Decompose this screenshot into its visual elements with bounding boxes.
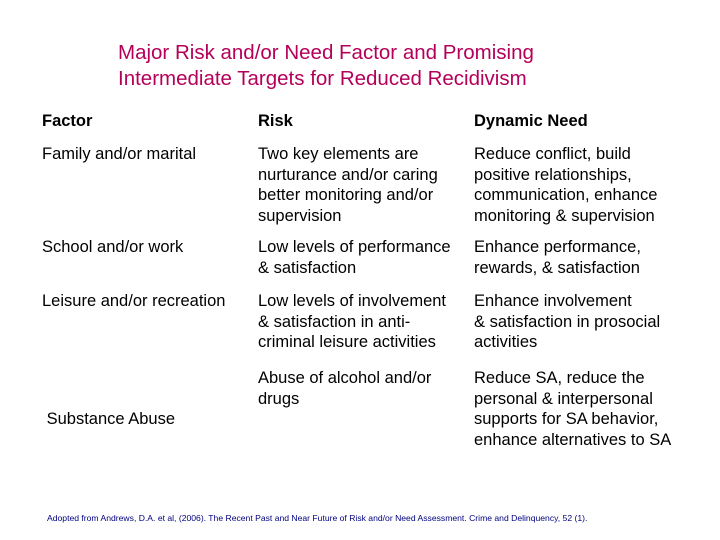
need-line: activities xyxy=(474,333,538,351)
slide-title-line-2: Intermediate Targets for Reduced Recidivism xyxy=(118,67,527,90)
factor-line: School and/or work xyxy=(42,238,184,256)
need-line: Reduce SA, reduce the xyxy=(474,369,645,387)
risk-cell xyxy=(258,368,431,409)
need-line: supports for SA behavior, xyxy=(474,410,659,428)
header-dynamic-need: Dynamic Need xyxy=(474,112,588,130)
risk-line: nurturance and/or caring xyxy=(258,165,438,184)
risk-line: Abuse of alcohol and/or xyxy=(258,369,432,387)
slide-title xyxy=(118,40,678,92)
need-cell xyxy=(474,144,657,226)
citation-footnote: Adopted from Andrews, D.A. et al, (2006). The Recent Past and Near Future of Risk and/or Need Assessment. Crime and Delinquency, 52 (1). xyxy=(47,513,588,523)
need-line: & satisfaction in prosocial xyxy=(474,312,661,331)
need-line: Enhance involvement xyxy=(474,292,632,310)
risk-line: Low levels of performance xyxy=(258,238,451,256)
need-line: enhance alternatives to SA xyxy=(474,430,672,449)
factor-cell xyxy=(42,368,175,471)
need-line: Reduce conflict, build xyxy=(474,145,631,163)
need-line: personal & interpersonal xyxy=(474,389,653,408)
risk-line: Two key elements are xyxy=(258,145,419,163)
need-cell xyxy=(474,368,671,450)
slide-title-line-1: Major Risk and/or Need Factor and Promising xyxy=(118,41,534,64)
need-cell xyxy=(474,237,641,278)
need-line: communication, enhance xyxy=(474,186,658,204)
header-factor: Factor xyxy=(42,112,93,130)
risk-line: supervision xyxy=(258,206,342,225)
risk-line: & satisfaction in anti- xyxy=(258,312,411,331)
risk-cell xyxy=(258,144,438,226)
need-line: monitoring & supervision xyxy=(474,206,655,225)
factor-line: Substance Abuse xyxy=(42,410,176,428)
factor-line: Leisure and/or recreation xyxy=(42,292,226,310)
risk-line: Low levels of involvement xyxy=(258,292,447,310)
need-line: rewards, & satisfaction xyxy=(474,258,640,277)
risk-line: better monitoring and/or xyxy=(258,186,434,204)
risk-cell xyxy=(258,291,446,353)
factor-cell xyxy=(42,237,183,258)
need-line: Enhance performance, xyxy=(474,238,641,256)
factor-cell xyxy=(42,291,225,312)
factor-cell xyxy=(42,144,196,165)
need-cell xyxy=(474,291,660,353)
risk-line: criminal leisure activities xyxy=(258,333,436,351)
risk-line: & satisfaction xyxy=(258,258,357,277)
need-line: positive relationships, xyxy=(474,165,632,184)
header-risk: Risk xyxy=(258,112,293,130)
risk-cell xyxy=(258,237,451,278)
factor-line: Family and/or marital xyxy=(42,145,197,163)
risk-line: drugs xyxy=(258,389,300,408)
